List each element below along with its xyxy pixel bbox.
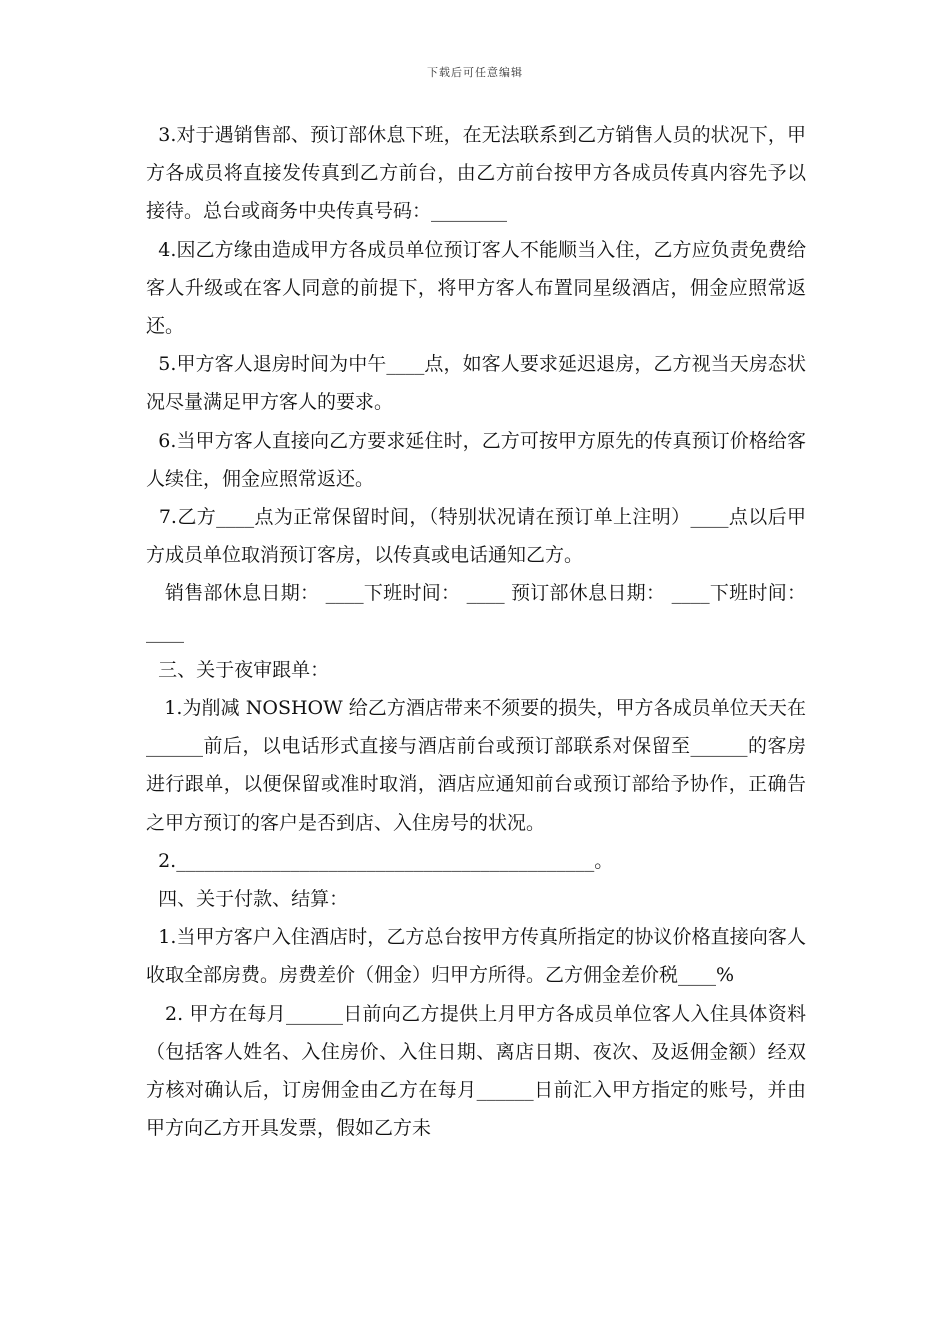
- paragraph-item-4: 4.因乙方缘由造成甲方各成员单位预订客人不能顺当入住，乙方应负责免费给客人升级或在客人同意的前提下，将甲方客人布置同星级酒店，佣金应照常返还。: [146, 238, 806, 338]
- section-heading-night-audit: 三、关于夜审跟单：: [146, 658, 330, 681]
- paragraph-payment-1: 1.当甲方客户入住酒店时，乙方总台按甲方传真所指定的协议价格直接向客人收取全部房费。房费差价（佣金）归甲方所得。乙方佣金差价税____%: [146, 926, 806, 987]
- paragraph-payment-2: 2. 甲方在每月______日前向乙方提供上月甲方各成员单位客人入住具体资料（包括客人姓名、入住房价、入住日期、离店日期、夜次、及返佣金额）经双方核对确认后，订房佣金由乙方在每月______日前汇入甲方指定的账号，并由甲方向乙方开具发票，假如乙方未: [146, 1002, 807, 1140]
- paragraph-item-3: 3.对于遇销售部、预订部休息下班，在无法联系到乙方销售人员的状况下，甲方各成员将直接发传真到乙方前台，由乙方前台按甲方各成员传真内容先予以接待。总台或商务中央传真号码：________: [146, 124, 806, 223]
- document-body: [146, 116, 813, 1147]
- section-heading-payment: 四、关于付款、结算：: [146, 888, 349, 911]
- paragraph-item-6: 6.当甲方客人直接向乙方要求延住时，乙方可按甲方原先的传真预订价格给客人续住，佣金应照常返还。: [146, 429, 806, 490]
- paragraph-noshow: 1.为削减 NOSHOW 给乙方酒店带来不须要的损失，甲方各成员单位天天在______前后，以电话形式直接与酒店前台或预订部联系对保留至______的客房进行跟单，以便保留或准时取消，酒店应通知前台或预订部给予协作，正确告之甲方预订的客户是否到店、入住房号的状况。: [146, 697, 806, 834]
- paragraph-rest-days: 销售部休息日期： ____下班时间： ____ 预订部休息日期： ____下班时间： ____: [146, 582, 813, 643]
- page-header: 下载后可任意编辑: [427, 66, 523, 79]
- paragraph-item-7: 7.乙方____点为正常保留时间，（特别状况请在预订单上注明）____点以后甲方成员单位取消预订客房，以传真或电话通知乙方。: [146, 506, 806, 567]
- paragraph-item-2-blank: 2.____________________________________________。: [146, 849, 614, 872]
- paragraph-item-5: 5.甲方客人退房时间为中午____点，如客人要求延迟退房，乙方视当天房态状况尽量满足甲方客人的要求。: [146, 353, 806, 414]
